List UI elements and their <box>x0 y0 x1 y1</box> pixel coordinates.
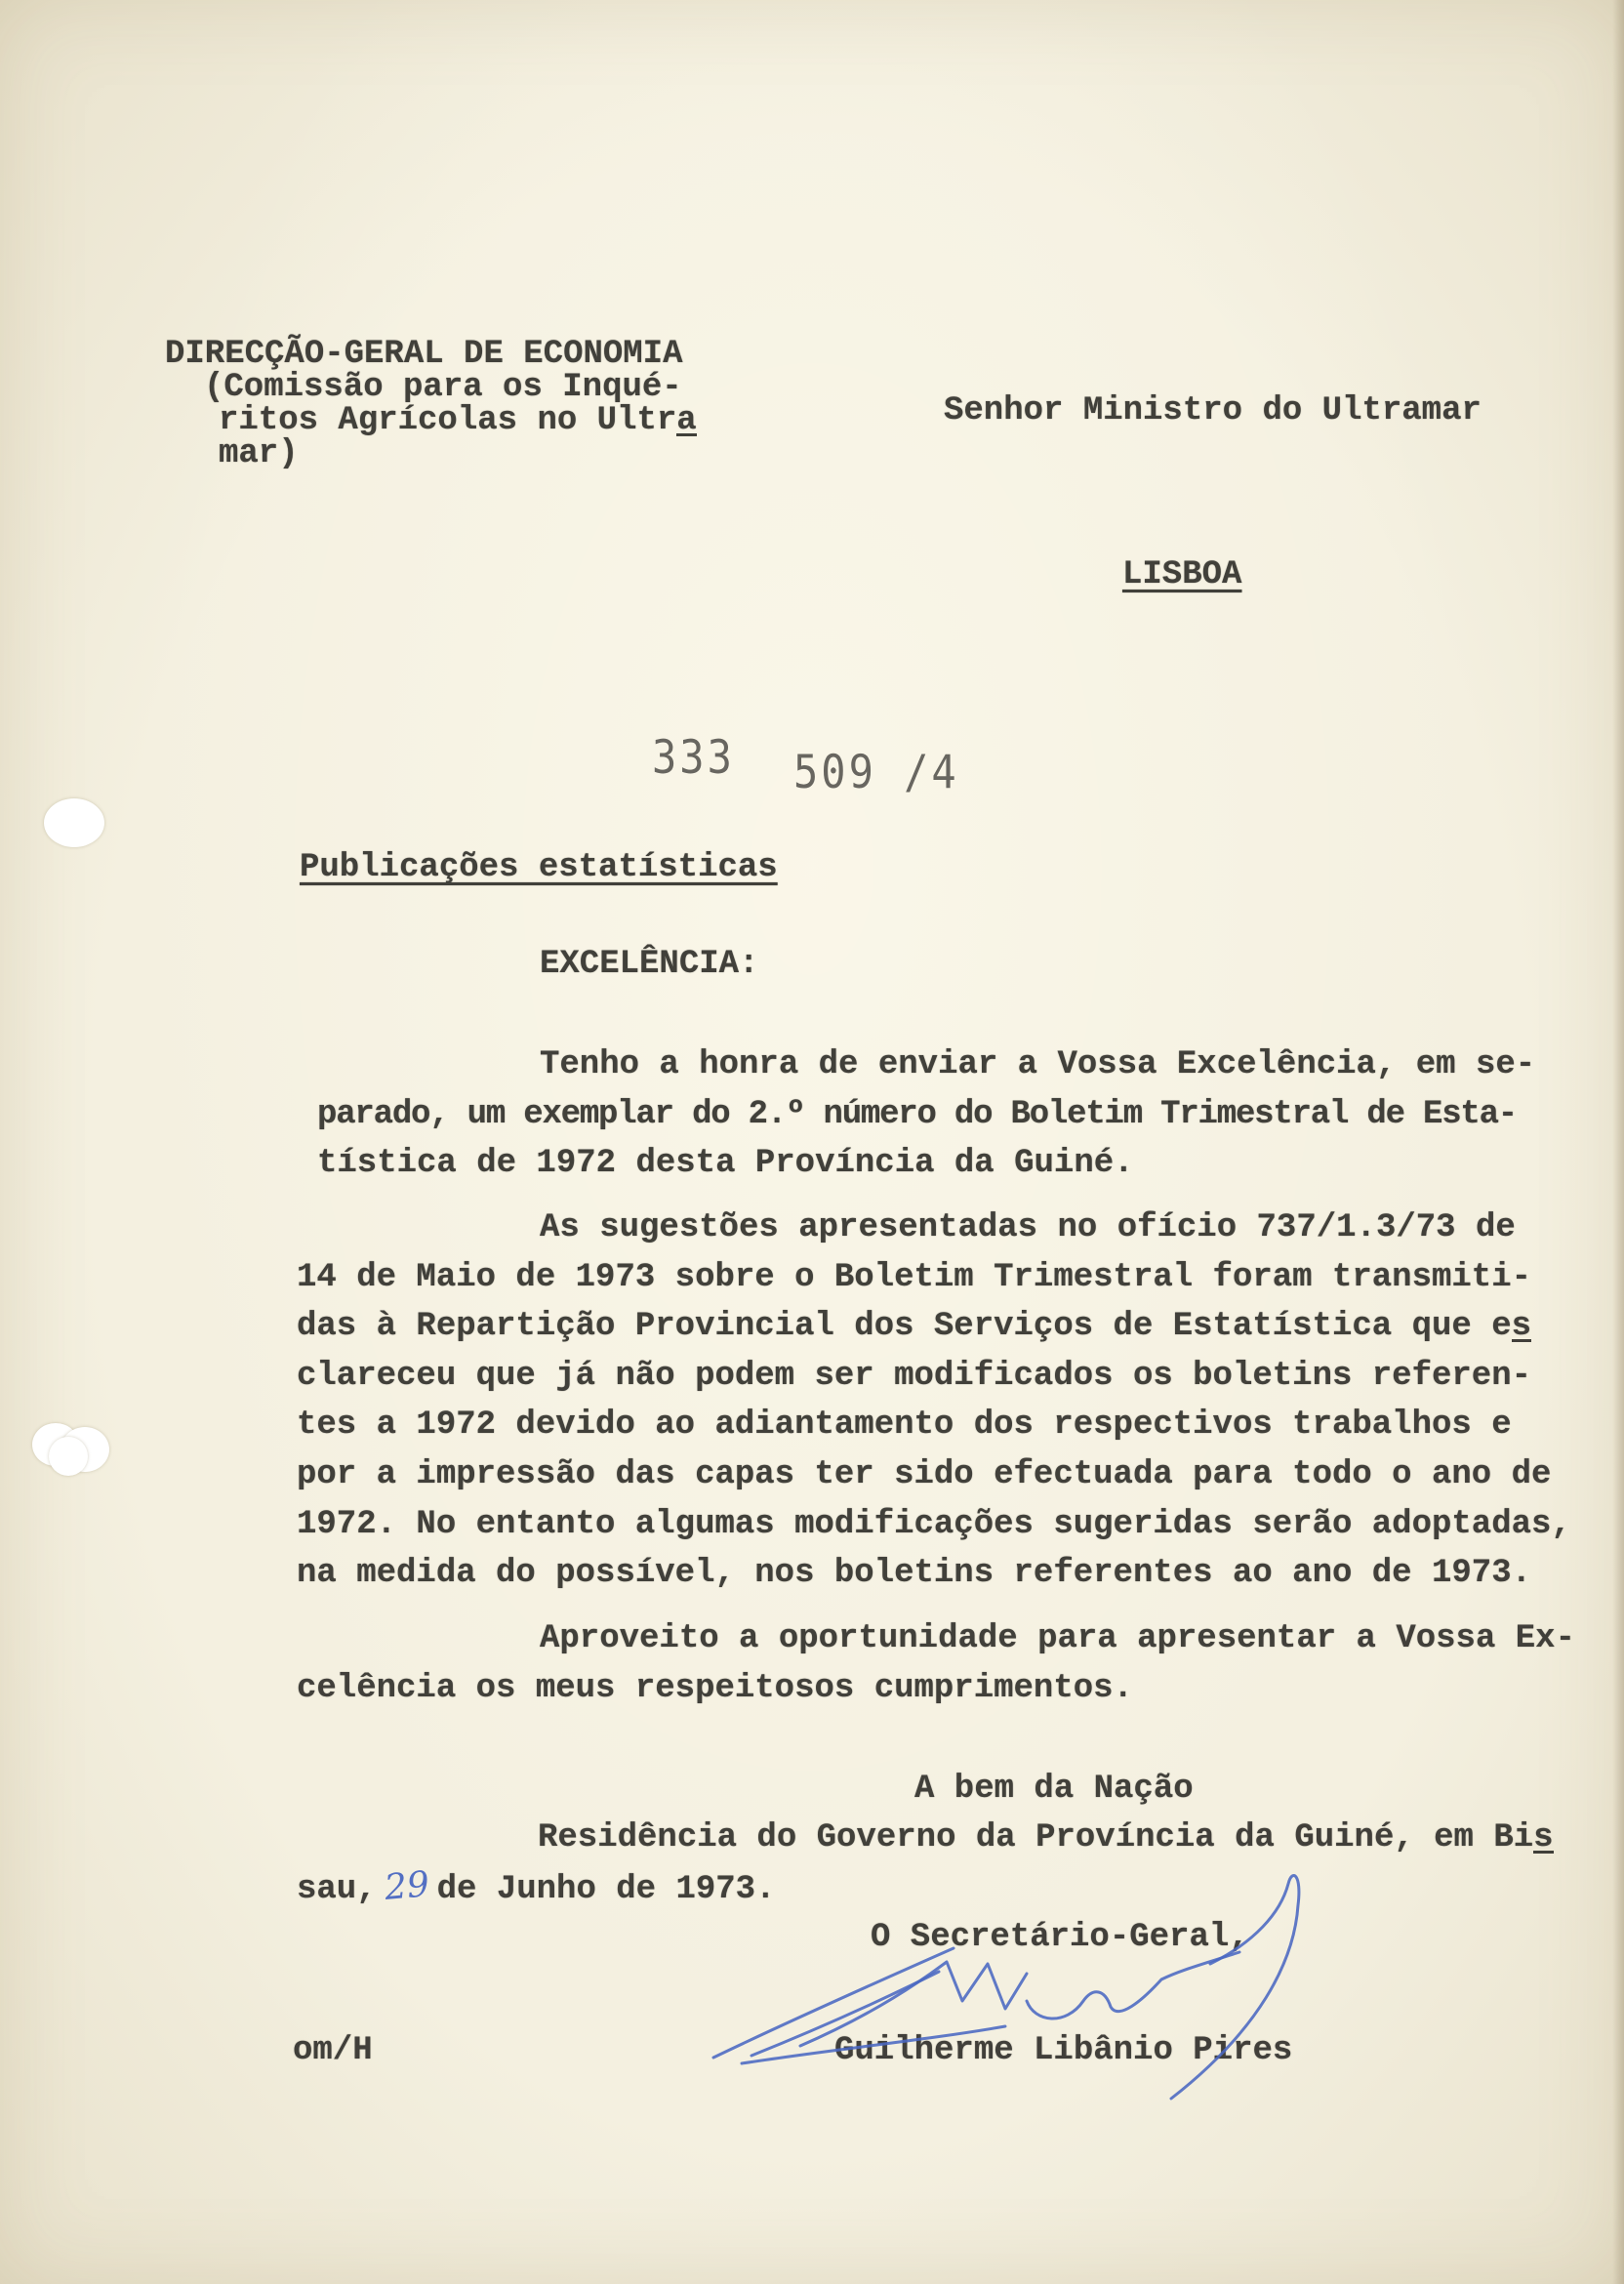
salutation: EXCELÊNCIA: <box>540 946 759 983</box>
body-paragraph-3 <box>297 1614 1575 1713</box>
body-line: clareceu que já não podem ser modificados os boletins referen- <box>297 1357 1532 1395</box>
paper-edge-shadow <box>1612 0 1624 2284</box>
signature-stroke <box>713 1948 954 2058</box>
body-line: na medida do possível, nos boletins referentes ao ano de 1973. <box>297 1555 1532 1593</box>
punch-hole <box>44 798 104 847</box>
closing-place-text: Residência do Governo da Província da Guiné, em Bis <box>538 1819 1554 1856</box>
date-suffix: de Junho de 1973. <box>436 1871 776 1908</box>
sender-line-text: ritos Agrícolas no Ultra <box>219 402 697 439</box>
signatory-title: O Secretário-Geral, <box>871 1919 1249 1956</box>
body-line: por a impressão das capas ter sido efectuada para todo o ano de <box>297 1455 1552 1493</box>
body-line-text: das à Repartição Provincial dos Serviços de Estatística que es <box>297 1308 1532 1346</box>
signature <box>683 1855 1327 2128</box>
body-line: Tenho a honra de enviar a Vossa Excelência, em se- <box>540 1046 1536 1083</box>
hyphenation-underline <box>1533 1851 1553 1854</box>
signature-stroke <box>751 1972 939 2056</box>
body-line: Aproveito a oportunidade para apresentar a Vossa Ex- <box>540 1620 1575 1657</box>
body-paragraph-1 <box>317 1040 1535 1189</box>
body-line: 1972. No entanto algumas modificações sugeridas serão adoptadas, <box>297 1505 1571 1543</box>
signatory-name: Guilherme Libânio Pires <box>834 2032 1293 2069</box>
body-line: tes a 1972 devido ao adiantamento dos respectivos trabalhos e <box>297 1407 1512 1445</box>
closing-motto: A bem da Nação <box>914 1771 1194 1808</box>
sender-line: DIRECÇÃO-GERAL DE ECONOMIA <box>165 336 683 373</box>
signature-stroke <box>800 1962 1027 2046</box>
addressee-name: Senhor Ministro do Ultramar <box>944 392 1482 429</box>
closing-place-line <box>538 1818 1554 1857</box>
signature-stroke <box>1171 1875 1299 2099</box>
sender-line: (Comissão para os Inqué- <box>204 369 682 406</box>
body-line: celência os meus respeitosos cumprimentos. <box>297 1669 1133 1707</box>
body-paragraph-2 <box>297 1203 1571 1599</box>
reference-initials: om/H <box>293 2032 373 2069</box>
subject-line: Publicações estatísticas <box>300 849 778 886</box>
date-prefix: sau, <box>297 1871 377 1908</box>
body-line: parado, um exemplar do 2.º número do Boletim Trimestral de Esta- <box>317 1095 1518 1133</box>
reference-stamp-number: 333 <box>652 730 735 784</box>
sender-block <box>165 338 697 470</box>
reference-stamp-code: 509 /4 <box>793 745 959 798</box>
body-line <box>297 1302 1571 1352</box>
body-line: As sugestões apresentadas no ofício 737/1.3/73 de <box>540 1209 1516 1246</box>
hyphenation-underline <box>676 433 696 436</box>
punch-hole-torn <box>49 1437 88 1476</box>
sender-line: mar) <box>219 435 299 472</box>
addressee-city: LISBOA <box>1122 556 1242 593</box>
hyphenation-underline <box>1512 1339 1531 1342</box>
body-line: 14 de Maio de 1973 sobre o Boletim Trimestral foram transmiti- <box>297 1258 1532 1296</box>
body-line: tística de 1972 desta Província da Guiné. <box>317 1145 1134 1183</box>
handwritten-day: 29 <box>382 1864 431 1908</box>
signature-stroke <box>1027 1952 1239 2019</box>
sender-line <box>219 404 697 437</box>
